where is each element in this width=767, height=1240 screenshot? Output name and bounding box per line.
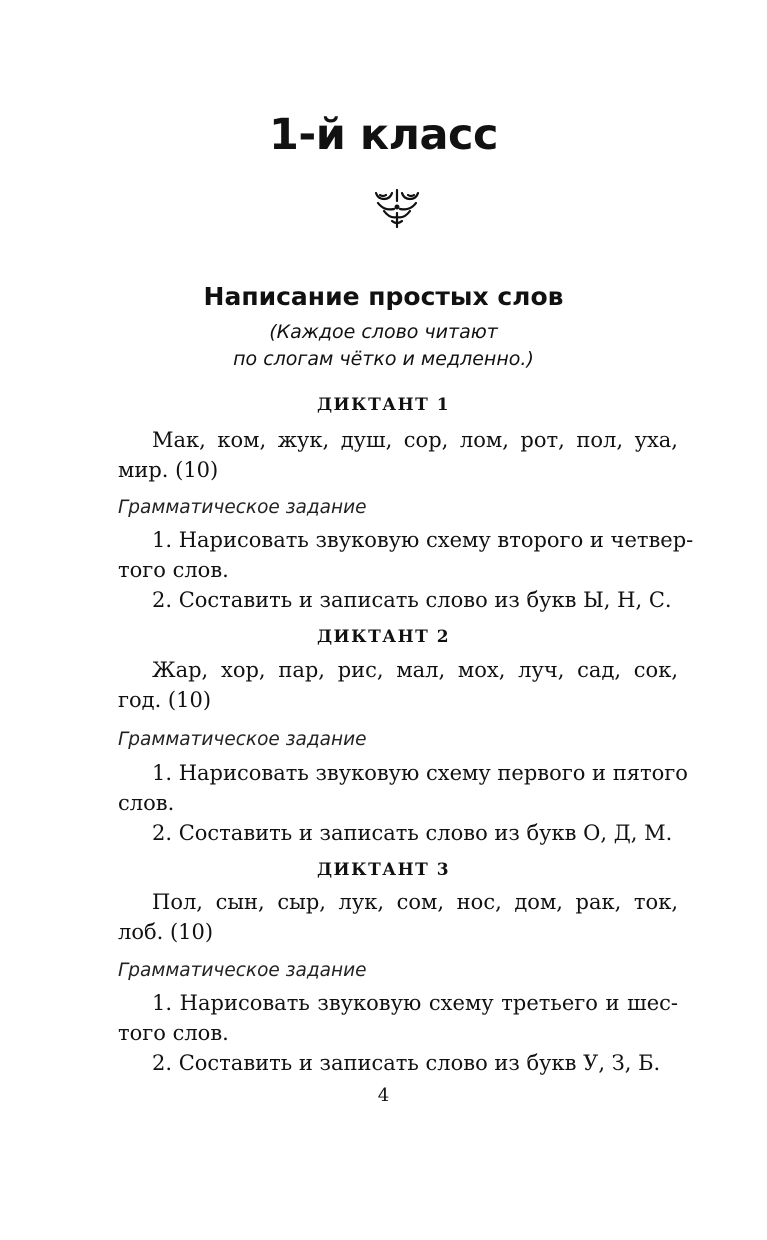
task-line: 2. Составить и записать слово из букв У, З, Б. (152, 1051, 661, 1075)
dictation-1-tasks (118, 525, 694, 615)
section-title: Написание простых слов (203, 282, 564, 311)
dictation-text-line: мир. (10) (118, 458, 219, 482)
section-note-line: по слогам чётко и медленно.) (233, 348, 534, 370)
task-line: 2. Составить и записать слово из букв О, Д, М. (152, 821, 673, 845)
dictation-text-line: Жар, хор, пар, рис, мал, мох, луч, сад, сок, (152, 658, 678, 682)
task-line: 1. Нарисовать звуковую схему второго и четвер- (152, 528, 694, 552)
task-line: того слов. (118, 558, 229, 582)
task-line: того слов. (118, 1021, 229, 1045)
page-number: 4 (377, 1085, 390, 1106)
dictation-1-heading: ДИКТАНТ 1 (316, 395, 451, 415)
task-line: 1. Нарисовать звуковую схему первого и пятого (152, 761, 688, 785)
dictation-2-tasks (118, 758, 688, 848)
grammar-task-label: Грамматическое задание (118, 497, 367, 518)
section-note-line: (Каждое слово читают (269, 321, 498, 343)
dictation-1-text (118, 425, 678, 485)
dictation-text-line: год. (10) (118, 688, 212, 712)
dictation-2-heading: ДИКТАНТ 2 (316, 627, 451, 647)
fleuron-ornament-icon (370, 187, 424, 229)
task-line: слов. (118, 791, 175, 815)
grammar-task-label: Грамматическое задание (118, 960, 367, 981)
dictation-2-text (118, 655, 678, 715)
grammar-task-label: Грамматическое задание (118, 729, 367, 750)
dictation-text-line: Мак, ком, жук, душ, сор, лом, рот, пол, уха, (152, 428, 678, 452)
dictation-3-heading: ДИКТАНТ 3 (316, 860, 451, 880)
chapter-title: 1-й класс (268, 110, 499, 160)
dictation-3-tasks (118, 988, 678, 1078)
task-line: 1. Нарисовать звуковую схему третьего и шес- (152, 991, 678, 1015)
dictation-text-line: лоб. (10) (118, 920, 214, 944)
task-line: 2. Составить и записать слово из букв Ы, Н, С. (152, 588, 672, 612)
dictation-text-line: Пол, сын, сыр, лук, сом, нос, дом, рак, ток, (152, 890, 678, 914)
dictation-3-text (118, 887, 678, 947)
